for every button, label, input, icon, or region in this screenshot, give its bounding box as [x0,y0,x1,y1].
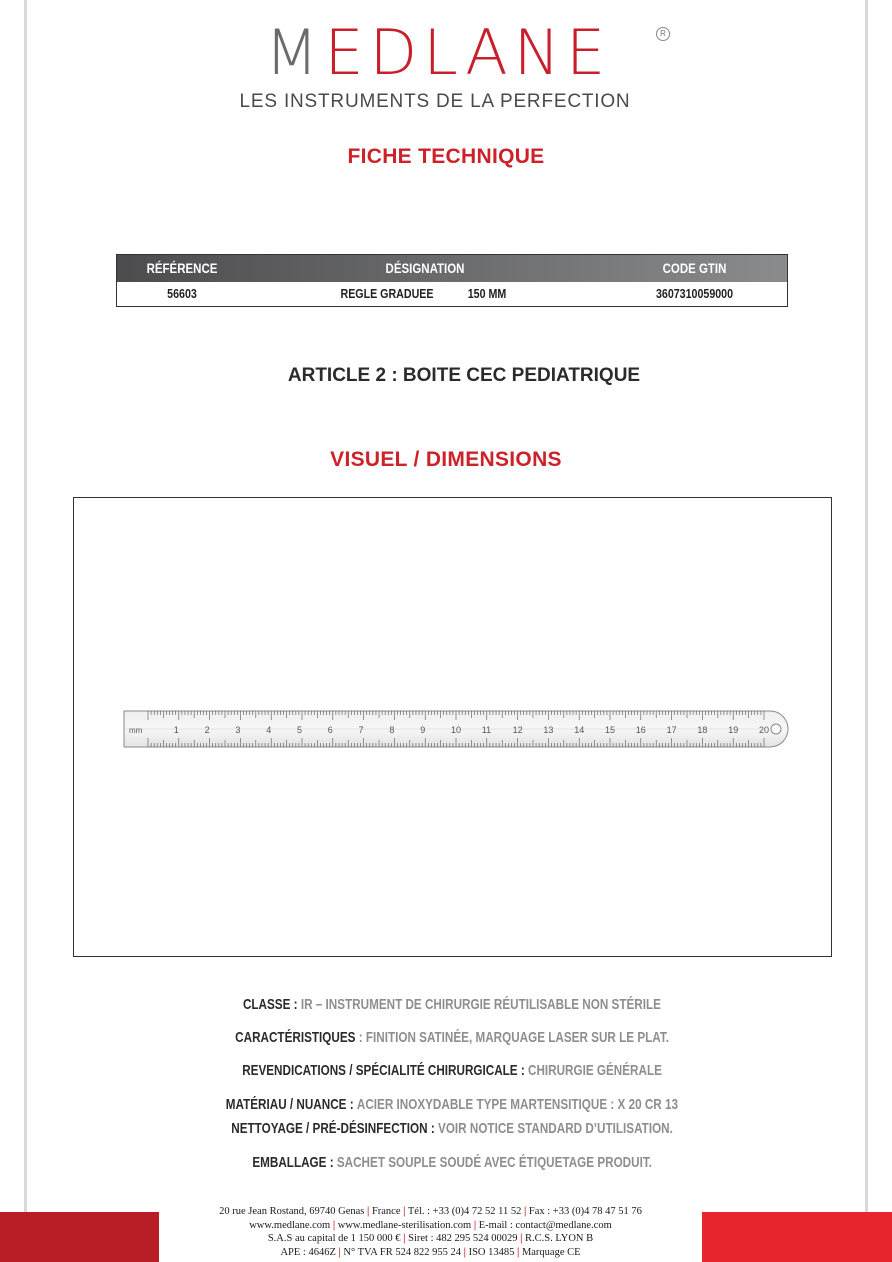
spec-emballage [0,1153,892,1173]
cell-gtin: 3607310059000 [655,286,734,301]
ruler-cm-label: 15 [605,725,616,735]
spec-value: : FINITION SATINÉE, MARQUAGE LASER SUR LE PLAT. [358,1029,669,1046]
footer-fax: Fax : +33 (0)4 78 47 51 76 [528,1206,642,1217]
ruler-cm-label: 8 [389,725,395,735]
header-gtin: CODE GTIN [662,260,727,276]
footer-separator: | [523,1206,527,1217]
footer-red-bar-left [0,1212,159,1262]
reference-table-header [117,255,787,282]
spec-value: VOIR NOTICE STANDARD D’UTILISATION. [437,1120,673,1137]
cell-reference: 56603 [167,286,197,301]
footer-siret: Siret : 482 295 524 00029 [408,1233,518,1244]
spec-label: CLASSE : [242,996,298,1013]
ruler-cm-label: 5 [297,725,303,735]
header-reference: RÉFÉRENCE [146,260,218,276]
spec-classe [0,995,892,1015]
visual-title: VISUEL / DIMENSIONS [330,448,562,471]
spec-label: REVENDICATIONS / SPÉCIALITÉ CHIRURGICALE : [242,1062,525,1079]
footer-tva: N° TVA FR 524 822 955 24 [343,1246,462,1258]
ruler-cm-label: 14 [574,725,585,735]
article-title: ARTICLE 2 : BOITE CEC PEDIATRIQUE [287,365,641,386]
ruler-cm-label: 1 [173,725,179,735]
spec-materiau [0,1095,892,1115]
ruler-cm-label: 12 [512,725,523,735]
footer-red-bar-right [702,1212,892,1262]
footer-capital: S.A.S au capital de 1 150 000 € [267,1233,401,1244]
footer-address: 20 rue Jean Rostand, 69740 Genas [219,1206,365,1217]
ruler-cm-label: 17 [666,725,677,735]
spec-value: SACHET SOUPLE SOUDÉ AVEC ÉTIQUETAGE PRODUIT. [336,1154,652,1171]
sheet-title: FICHE TECHNIQUE [347,145,545,168]
logo-wordmark [220,16,656,89]
ruler-cm-label: 9 [420,725,426,735]
ruler-cm-label: 7 [358,725,364,735]
footer-line-address [159,1205,702,1219]
footer-marquage: Marquage CE [521,1246,581,1258]
spec-value: IR – INSTRUMENT DE CHIRURGIE RÉUTILISABLE NON STÉRILE [300,996,661,1013]
ruler-unit-label: mm [129,726,143,735]
spec-nettoyage [0,1119,892,1139]
footer-line-web [159,1219,702,1233]
logo-letter-m: M [264,16,325,89]
spec-label: MATÉRIAU / NUANCE : [225,1096,354,1113]
logo-letters-rest: EDLANE [324,16,612,89]
cell-size: 150 MM [467,286,507,301]
spec-label: EMBALLAGE : [252,1154,334,1171]
footer-separator: | [403,1206,406,1217]
product-visual-frame [73,497,832,957]
footer-separator: | [367,1206,370,1217]
registered-mark-icon: R [656,27,670,41]
footer-separator: | [403,1233,406,1244]
spec-value: CHIRURGIE GÉNÉRALE [527,1062,662,1079]
ruler-cm-label: 16 [635,725,646,735]
ruler-cm-label: 4 [266,725,272,735]
footer-separator: | [473,1219,477,1231]
spec-label: CARACTÉRISTIQUES [235,1029,356,1046]
table-row [117,282,787,306]
reference-table [116,254,788,307]
footer-separator: | [338,1246,341,1258]
footer-separator: | [520,1233,523,1244]
footer-separator: | [463,1246,466,1258]
ruler-cm-label: 11 [481,725,492,735]
ruler-cm-label: 20 [759,725,770,735]
spec-label: NETTOYAGE / PRÉ-DÉSINFECTION : [231,1120,435,1137]
brand-tagline: LES INSTRUMENTS DE LA PERFECTION [239,91,631,112]
ruler-cm-label: 2 [204,725,210,735]
footer-website[interactable]: www.medlane.com [249,1219,331,1231]
spec-caracteristiques [0,1028,892,1048]
footer-ape: APE : 4646Z [280,1246,336,1258]
ruler-cm-label: 3 [235,725,241,735]
graduated-ruler-image [122,708,790,753]
ruler-cm-label: 18 [697,725,708,735]
footer-line-legal [159,1232,702,1246]
company-footer [159,1205,702,1259]
footer-phone: Tél. : +33 (0)4 72 52 11 52 [407,1206,522,1217]
ruler-cm-label: 6 [327,725,333,735]
footer-separator: | [332,1219,336,1231]
spec-revendications [0,1061,892,1081]
footer-separator: | [517,1246,520,1258]
footer-rcs: R.C.S. LYON B [525,1233,594,1244]
footer-email[interactable]: E-mail : contact@medlane.com [478,1219,612,1231]
header-designation: DÉSIGNATION [385,260,465,276]
spec-value: ACIER INOXYDABLE TYPE MARTENSITIQUE : X 20 CR 13 [356,1096,679,1113]
footer-iso: ISO 13485 [468,1246,515,1258]
footer-website-sterilisation[interactable]: www.medlane-sterilisation.com [337,1219,472,1231]
ruler-cm-label: 19 [728,725,739,735]
cell-designation: REGLE GRADUEE [340,286,434,301]
footer-line-registration [159,1246,702,1260]
ruler-cm-label: 10 [451,725,462,735]
footer-country: France [371,1206,401,1217]
ruler-cm-label: 13 [543,725,554,735]
